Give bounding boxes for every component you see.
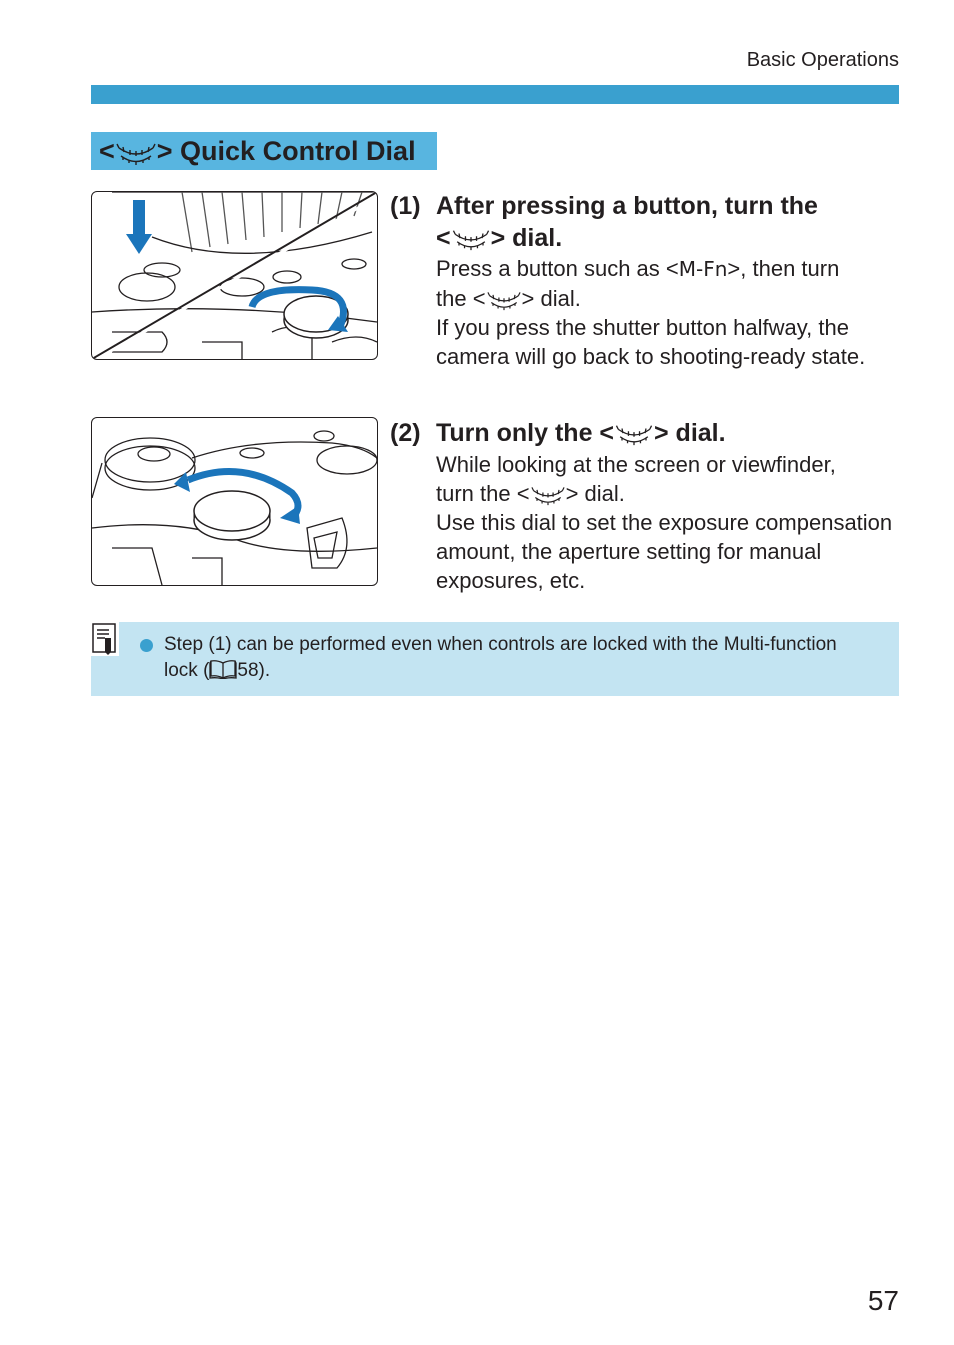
step-1-text: > dial. — [521, 286, 581, 311]
quick-control-dial-icon — [115, 140, 157, 166]
note-text — [164, 632, 864, 687]
step-1-text: >, then turn — [727, 256, 840, 281]
illustration-press-button — [91, 191, 378, 360]
quick-control-dial-icon — [486, 289, 522, 311]
m-fn-button-label: M-Fn — [678, 257, 728, 281]
note-bullet — [140, 639, 153, 652]
step-2-body — [436, 450, 906, 595]
title-open: < — [99, 136, 115, 166]
book-icon — [209, 659, 237, 687]
step-2-number: (2) — [390, 419, 421, 447]
step-2-exposure-note: Use this dial to set the exposure compensation amount, the aperture setting for manual exposures, etc. — [436, 510, 893, 593]
step-2-heading-open: Turn only the < — [436, 419, 615, 447]
step-1-heading-close: > dial. — [490, 224, 563, 252]
step-1-text: Press a button such as < — [436, 256, 679, 281]
note-box — [91, 622, 899, 696]
step-1-number: (1) — [390, 192, 421, 220]
quick-control-dial-icon — [614, 422, 654, 446]
step-1-text: the < — [436, 286, 486, 311]
illustration-turn-dial — [91, 417, 378, 586]
step-1-body — [436, 254, 906, 371]
step-1-halfway-note: If you press the shutter button halfway, the camera will go back to shooting-ready state. — [436, 315, 866, 369]
step-2-text: > dial. — [565, 481, 625, 506]
step-2-text: While looking at the screen or viewfinder, — [436, 452, 836, 477]
title-close: > Quick Control Dial — [156, 136, 416, 166]
running-header: Basic Operations — [746, 49, 899, 71]
page-number: 57 — [867, 1285, 899, 1316]
note-text-body: Step (1) can be performed even when controls are locked with the Multi-function lock ( — [164, 634, 837, 681]
step-2-heading-close: > dial. — [654, 419, 726, 447]
memo-icon — [91, 622, 119, 661]
step-1-heading — [390, 190, 818, 254]
step-2-heading — [390, 417, 726, 449]
quick-control-dial-icon — [451, 227, 491, 251]
step-2-text: turn the < — [436, 481, 530, 506]
step-1-heading-line1: After pressing a button, turn the — [436, 192, 818, 220]
header-accent-bar — [91, 85, 899, 104]
note-page-ref[interactable]: 58 — [237, 660, 259, 681]
note-text-end: ). — [258, 660, 271, 681]
step-1-heading-open: < — [436, 224, 451, 252]
quick-control-dial-icon — [530, 484, 566, 506]
section-title — [91, 132, 437, 170]
